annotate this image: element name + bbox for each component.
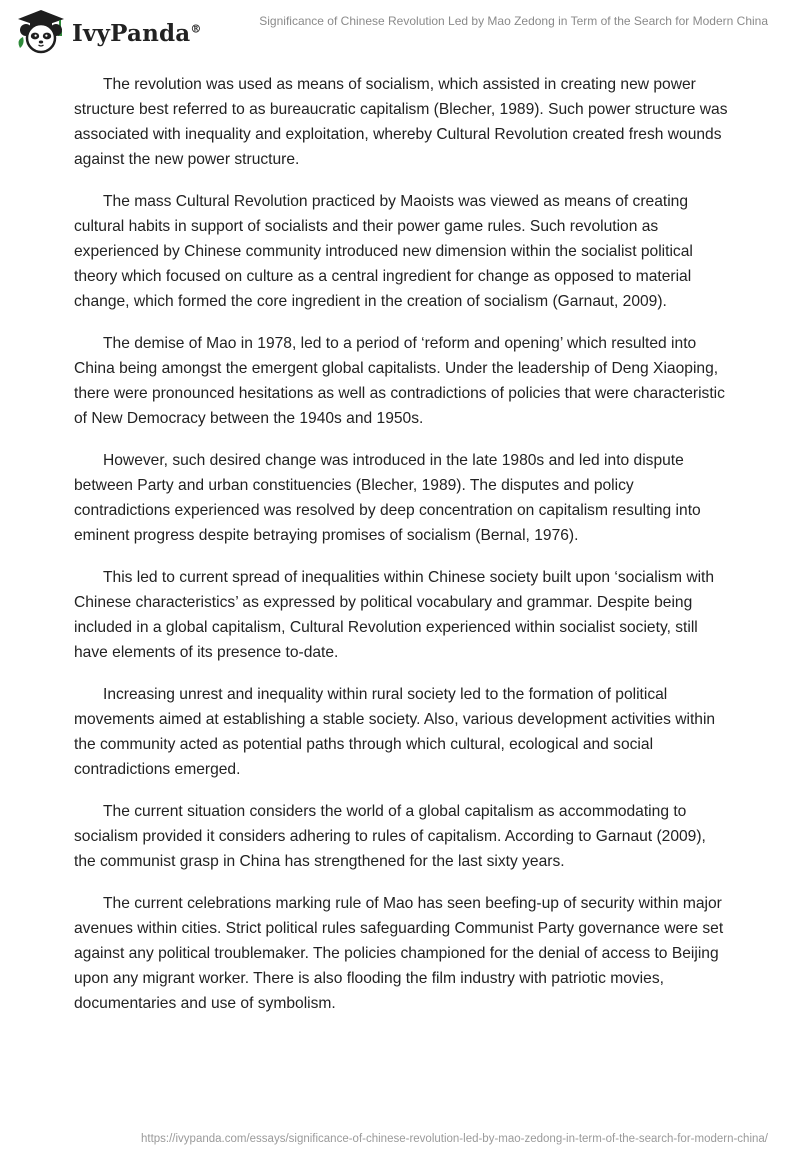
registered-mark: ® bbox=[190, 21, 202, 35]
paragraph: The revolution was used as means of socialism, which assisted in creating new power structure best referred to as bureaucratic capitalism (Blecher, 1989). Such power structure was associated with inequality and exploitation, whereby Cultural Revolution created fresh wounds against the new power structure. bbox=[74, 76, 728, 168]
ivypanda-logo[interactable] bbox=[14, 8, 202, 54]
paragraph: The mass Cultural Revolution practiced by Maoists was viewed as means of creating cultural habits in support of socialists and their power game rules. Such revolution as experienced by Chinese community introduced new dimension within the socialist political theory which focused on culture as a central ingredient for change as opposed to material change, which formed the core ingredient in the creation of socialism (Garnaut, 2009). bbox=[74, 193, 693, 310]
paragraph: The demise of Mao in 1978, led to a period of ‘reform and opening’ which resulted into China being amongst the emergent global capitalists. Under the leadership of Deng Xiaoping, there were pronounced hesitations as well as contradictions of policies that were characteristic of New Democracy between the 1940s and 1950s. bbox=[74, 335, 725, 427]
paragraph: This led to current spread of inequalities within Chinese society built upon ‘socialism with Chinese characteristics’ as expressed by political vocabulary and grammar. Despite being included in a global capitalism, Cultural Revolution experienced within socialist society, still have elements of its presence to-date. bbox=[74, 569, 715, 661]
page-header bbox=[0, 0, 800, 60]
paragraph: The current situation considers the world of a global capitalism as accommodating to socialism provided it considers adhering to rules of capitalism. According to Garnaut (2009), the communist grasp in China has strengthened for the last sixty years. bbox=[74, 803, 706, 870]
paragraph: However, such desired change was introduced in the late 1980s and led into dispute between Party and urban constituencies (Blecher, 1989). The disputes and policy contradictions experienced was resolved by deep concentration on capitalism resulting into eminent progress despite betraying promises of socialism (Bernal, 1976). bbox=[74, 452, 701, 544]
paragraph: The current celebrations marking rule of Mao has seen beefing-up of security within major avenues within cities. Strict political rules safeguarding Communist Party governance were set against any political troublemaker. The policies championed for the denial of access to Beijing upon any migrant worker. There is also flooding the film industry with patriotic movies, documentaries and use of symbolism. bbox=[74, 895, 724, 1012]
logo-wordmark: IvyPanda® bbox=[72, 19, 202, 47]
essay-body bbox=[74, 72, 728, 1033]
panda-graduate-icon bbox=[14, 8, 68, 54]
paragraph: Increasing unrest and inequality within rural society led to the formation of political movements aimed at establishing a stable society. Also, various development activities within the community acted as potential paths through which cultural, ecological and social contradictions emerged. bbox=[74, 686, 716, 778]
source-url[interactable]: https://ivypanda.com/essays/significance-of-chinese-revolution-led-by-mao-zedong-in-term-of-the-search-for-modern-china/ bbox=[140, 1133, 768, 1145]
document-title: Significance of Chinese Revolution Led by Mao Zedong in Term of the Search for Modern China bbox=[259, 14, 768, 28]
